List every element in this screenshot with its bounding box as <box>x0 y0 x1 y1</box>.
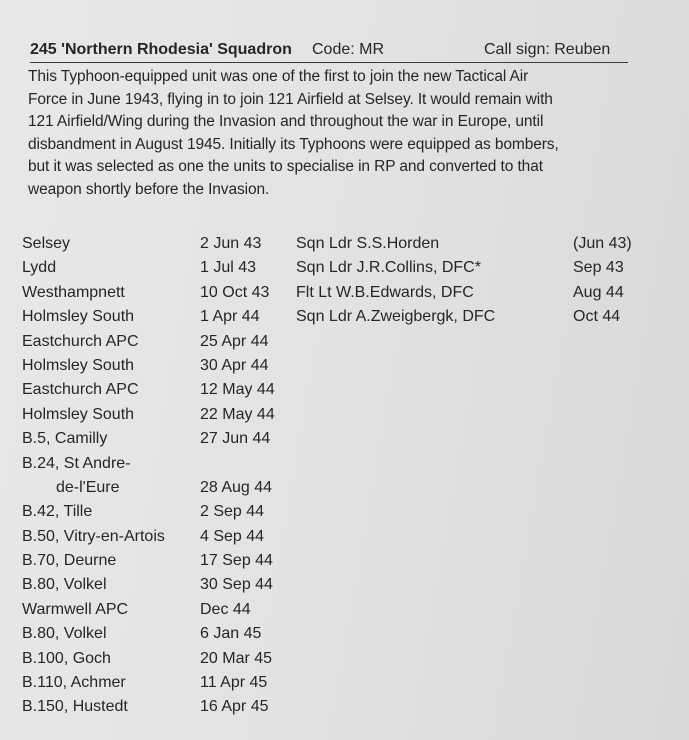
base-date: 30 Sep 44 <box>200 576 273 594</box>
base-date: 6 Jan 45 <box>200 625 262 643</box>
squadron-header <box>30 40 625 60</box>
base-place: Holmsley South <box>22 356 135 374</box>
base-place: Eastchurch APC <box>22 381 139 399</box>
base-date: 2 Jun 43 <box>200 235 262 252</box>
table-row <box>22 403 662 427</box>
base-date: 4 Sep 44 <box>200 527 265 545</box>
base-date: 11 Apr 45 <box>200 674 268 692</box>
base-date: 10 Oct 43 <box>200 283 270 301</box>
commander-name: Sqn Ldr S.S.Horden <box>296 235 440 252</box>
base-place: B.110, Achmer <box>22 674 126 692</box>
base-place: B.80, Volkel <box>22 576 107 594</box>
base-place: Westhampnett <box>22 283 125 301</box>
intro-line: 121 Airfield/Wing during the Invasion and throughout the war in Europe, until <box>28 113 544 131</box>
table-row <box>22 598 662 622</box>
table-row <box>22 476 662 500</box>
squadron-code: Code: MR <box>312 41 385 58</box>
base-place: B.24, St Andre- <box>22 454 131 472</box>
base-place: de-l'Eure <box>56 478 120 496</box>
commander-name: Sqn Ldr J.R.Collins, DFC* <box>296 259 481 277</box>
base-place: Warmwell APC <box>22 600 129 618</box>
table-row <box>22 232 662 256</box>
intro-line: disbandment in August 1945. Initially its Typhoons were equipped as bombers, <box>28 135 559 153</box>
base-date: 16 Apr 45 <box>200 698 269 716</box>
table-row <box>22 330 662 354</box>
intro-line: This Typhoon-equipped unit was one of the first to join the new Tactical Air <box>28 68 529 85</box>
base-place: B.150, Hustedt <box>22 698 128 716</box>
bases-and-commanders-table <box>22 232 662 720</box>
table-row <box>22 549 662 573</box>
squadron-title: 245 'Northern Rhodesia' Squadron <box>30 41 292 58</box>
table-row <box>22 500 662 524</box>
base-place: Lydd <box>22 259 57 277</box>
table-row <box>22 622 662 646</box>
intro-line: Force in June 1943, flying in to join 121 Airfield at Selsey. It would remain with <box>28 90 553 108</box>
base-place: Selsey <box>22 235 71 252</box>
table-row <box>22 647 662 671</box>
commander-date: (Jun 43) <box>573 235 632 252</box>
base-date: Dec 44 <box>200 600 251 618</box>
commander-date: Sep 43 <box>573 259 624 277</box>
base-place: Holmsley South <box>22 308 135 326</box>
base-place: B.42, Tille <box>22 503 93 521</box>
base-place: B.100, Goch <box>22 649 111 667</box>
base-date: 25 Apr 44 <box>200 332 269 350</box>
base-date: 1 Jul 43 <box>200 259 257 277</box>
base-place: B.50, Vitry-en-Artois <box>22 527 165 545</box>
table-row <box>22 256 662 280</box>
base-date: 27 Jun 44 <box>200 430 271 448</box>
base-place: Holmsley South <box>22 405 135 423</box>
header-divider <box>30 62 628 63</box>
table-row <box>22 305 662 329</box>
base-date: 1 Apr 44 <box>200 308 260 326</box>
base-place: B.5, Camilly <box>22 430 108 448</box>
commander-date: Aug 44 <box>573 283 624 301</box>
table-row <box>22 525 662 549</box>
base-place: B.70, Deurne <box>22 552 117 570</box>
base-place: Eastchurch APC <box>22 332 139 350</box>
table-row <box>22 695 662 719</box>
base-date: 17 Sep 44 <box>200 552 273 570</box>
table-row <box>22 281 662 305</box>
table-row <box>22 671 662 695</box>
table-row <box>22 427 662 451</box>
call-sign: Call sign: Reuben <box>484 41 611 58</box>
commander-date: Oct 44 <box>573 308 621 326</box>
base-date: 20 Mar 45 <box>200 649 273 667</box>
base-date: 22 May 44 <box>200 405 275 423</box>
base-date: 12 May 44 <box>200 381 275 399</box>
commander-name: Sqn Ldr A.Zweigbergk, DFC <box>296 308 496 326</box>
table-row <box>22 573 662 597</box>
table-row <box>22 354 662 378</box>
commander-name: Flt Lt W.B.Edwards, DFC <box>296 283 474 301</box>
base-date: 28 Aug 44 <box>200 478 273 496</box>
intro-paragraph <box>28 66 668 202</box>
base-date: 30 Apr 44 <box>200 356 269 374</box>
table-row <box>22 452 662 476</box>
base-place: B.80, Volkel <box>22 625 107 643</box>
intro-line: but it was selected as one the units to specialise in RP and converted to that <box>28 158 543 176</box>
base-date: 2 Sep 44 <box>200 503 265 521</box>
table-row <box>22 378 662 402</box>
intro-line: weapon shortly before the Invasion. <box>28 180 270 198</box>
